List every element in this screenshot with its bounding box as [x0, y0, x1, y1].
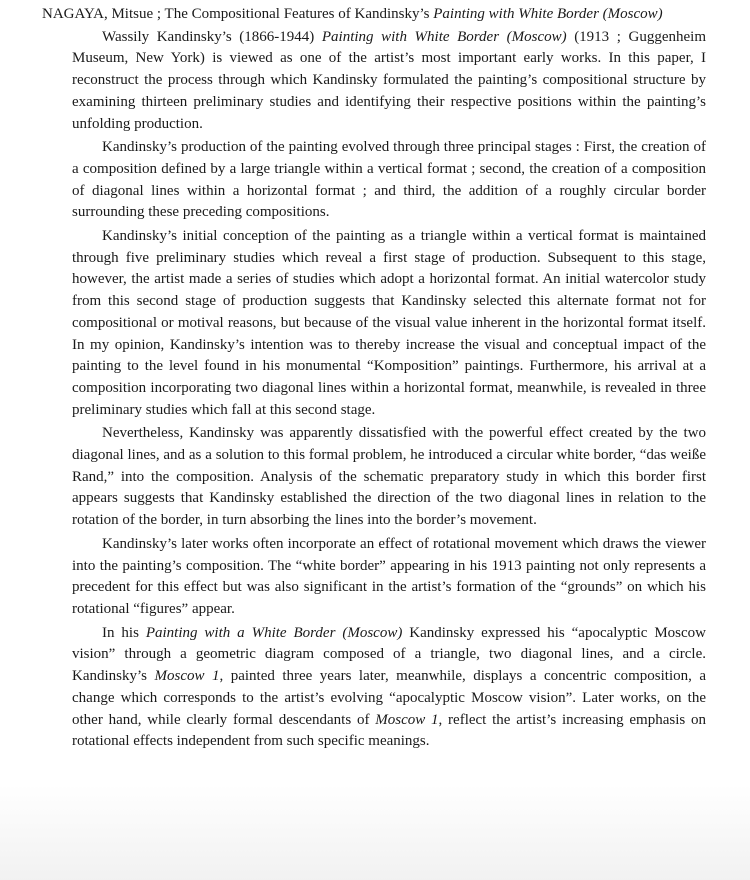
paragraph-1	[72, 27, 706, 136]
author-name: NAGAYA, Mitsue	[42, 6, 154, 22]
p6-moscow-1-b: Moscow 1	[375, 711, 439, 728]
p6-moscow-1-a: Moscow 1	[154, 668, 220, 685]
p6-text-a: In his	[102, 624, 146, 641]
title-separator: ;	[153, 6, 165, 22]
paragraph-4: Nevertheless, Kandinsky was apparently dissatisfied with the powerful effect created by the two diagonal lines, and as a solution to this formal problem, he introduced a circular white border, “das weiße Rand,” into the composition. Analysis of the schematic preparatory study in which this border first appears suggests that Kandinsky established the direction of the two diagonal lines in relation to the rotation of the border, in turn absorbing the lines into the border’s movement.	[72, 425, 706, 529]
paragraph-5: Kandinsky’s later works often incorporate an effect of rotational movement which draws the viewer into the painting’s composition. The “white border” appearing in his 1913 painting not only represents a precedent for this effect but was also significant in the artist’s formation of the “grounds” on which his rotational “figures” appear.	[72, 535, 706, 617]
paragraph-2: Kandinsky’s production of the painting evolved through three principal stages : First, the creation of a composition defined by a large triangle within a vertical format ; second, the creation of a composition of diagonal lines within a horizontal format ; and third, the addition of a roughly circular border surrounding these preceding compositions.	[72, 139, 706, 221]
p6-text-d: , reflect the artist’s increasing emphasis on rotational effects independent from such specific meanings.	[72, 711, 706, 750]
paragraph-3: Kandinsky’s initial conception of the painting as a triangle within a vertical format is maintained through five preliminary studies which reveal a first stage of production. Subsequent to this stage, however, the artist made a series of studies which adopt a horizontal format. An initial watercolor study from this second stage of production suggests that Kandinsky selected this alternate format not for compositional or motival reasons, but because of the visual value inherent in the horizontal format itself. In my opinion, Kandinsky’s intention was to thereby increase the visual and conceptual impact of the painting to the level found in his monumental “Komposition” paintings. Furthermore, his arrival at a composition incorporating two diagonal lines within a horizontal format, meanwhile, is revealed in three preliminary studies which fall at this second stage.	[72, 228, 706, 418]
p1-text-b: (1913 ; Guggenheim Museum, New York) is viewed as one of the artist’s most important early works. In this paper, I reconstruct the process through which Kandinsky formulated the painting’s compositional structure by examining thirteen preliminary studies and identifying their respective positions within the painting’s unfolding production.	[72, 28, 706, 132]
paragraph-6	[72, 623, 706, 753]
title-work-name: Painting with White Border (Moscow)	[433, 6, 663, 22]
p6-text-c: , painted three years later, meanwhile, displays a concentric composition, a change which corresponds to the artist’s evolving “apocalyptic Moscow vision”. Later works, on the other hand, while clearly formal descendants of	[72, 668, 706, 728]
p6-text-b: Kandinsky expressed his “apocalyptic Moscow vision” through a geometric diagram composed of a triangle, two diagonal lines, and a circle. Kandinsky’s	[72, 624, 706, 685]
scan-shading	[0, 785, 750, 880]
p6-work-name: Painting with a White Border (Moscow)	[145, 624, 403, 641]
title-text: The Compositional Features of Kandinsky’s	[164, 6, 434, 22]
article-title	[42, 4, 706, 26]
p1-work-name: Painting with White Border (Moscow)	[321, 28, 567, 45]
p1-text-a: Wassily Kandinsky’s (1866‐1944)	[102, 28, 322, 45]
